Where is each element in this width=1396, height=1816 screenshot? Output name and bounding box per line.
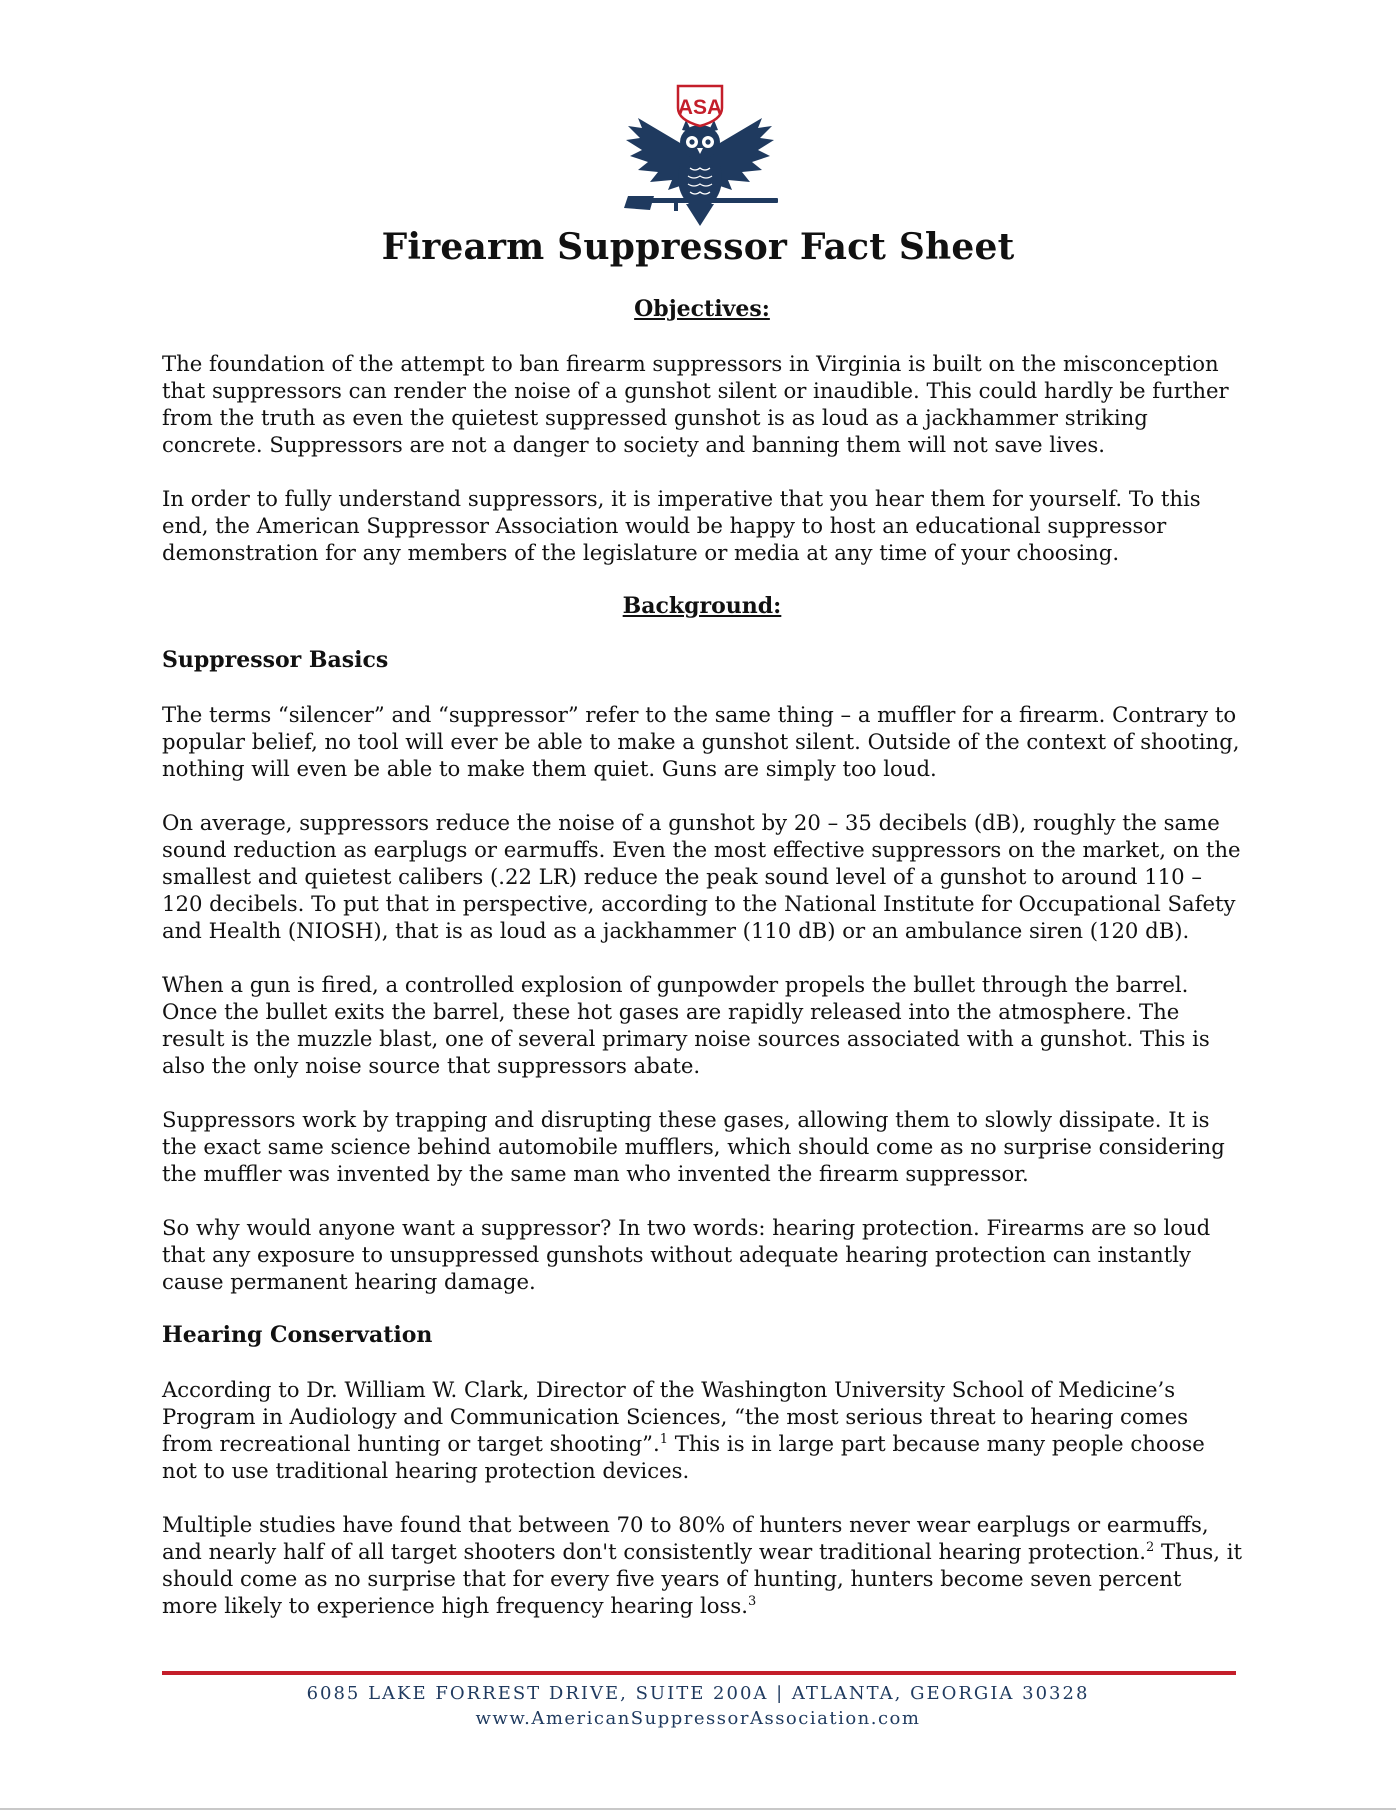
basics-paragraph-1: The terms “silencer” and “suppressor” refer to the same thing – a muffler for a firearm. Contrary to popular belief, no tool will ever be able to make a gunshot silent. Outside of the context of shooting, nothing will even be able to make them quiet. Guns are simply too loud. — [162, 702, 1240, 781]
footnote-ref-1: 1 — [659, 1431, 669, 1447]
hearing-p1-text-b: This is in large part because many people choose not to use traditional hearing protection devices. — [162, 1431, 1205, 1483]
logo-text: ASA — [677, 96, 723, 119]
footer-divider — [162, 1671, 1236, 1675]
footer-website-link[interactable]: www.AmericanSuppressorAssociation.com — [475, 1708, 921, 1729]
suppressor-basics-heading: Suppressor Basics — [162, 647, 389, 673]
document-body — [162, 296, 1242, 1646]
hearing-conservation-heading: Hearing Conservation — [162, 1322, 433, 1348]
footer-address: 6085 LAKE FORREST DRIVE, SUITE 200A | ATLANTA, GEORGIA 30328 — [306, 1683, 1090, 1704]
asa-owl-logo — [620, 80, 780, 230]
basics-paragraph-5: So why would anyone want a suppressor? In two words: hearing protection. Firearms are so loud that any exposure to unsuppressed gunshots without adequate hearing protection can instantly cause permanent hearing damage. — [162, 1215, 1211, 1294]
hearing-p2-text-a: Multiple studies have found that between 70 to 80% of hunters never wear earplugs or earmuffs, and nearly half of all target shooters don't consistently wear traditional hearing protection. — [162, 1512, 1209, 1564]
page-bottom-edge — [0, 1808, 1396, 1810]
basics-paragraph-2: On average, suppressors reduce the noise of a gunshot by 20 – 35 decibels (dB), roughly the same sound reduction as earplugs or earmuffs. Even the most effective suppressors on the market, on the smallest and quietest calibers (.22 LR) reduce the peak sound level of a gunshot to around 110 – 120 decibels. To put that in perspective, according to the National Institute for Occupational Safety and Health (NIOSH), that is as loud as a jackhammer (110 dB) or an ambulance siren (120 dB). — [162, 810, 1241, 943]
footnote-ref-2: 2 — [1145, 1539, 1155, 1555]
owl-emblem-icon — [620, 80, 780, 230]
objectives-heading: Objectives: — [634, 296, 770, 322]
hearing-p2-text-b: Thus, it should come as no surprise that for every five years of hunting, hunters become seven percent more likely to experience high frequency hearing loss. — [162, 1539, 1243, 1618]
page-title: Firearm Suppressor Fact Sheet — [381, 226, 1015, 268]
basics-paragraph-4: Suppressors work by trapping and disrupting these gases, allowing them to slowly dissipate. It is the exact same science behind automobile mufflers, which should come as no surprise considering the muffler was invented by the same man who invented the firearm suppressor. — [162, 1107, 1225, 1186]
basics-paragraph-3: When a gun is fired, a controlled explosion of gunpowder propels the bullet through the barrel. Once the bullet exits the barrel, these hot gases are rapidly released into the atmosphere. The result is the muzzle blast, one of several primary noise sources associated with a gunshot. This is also the only noise source that suppressors abate. — [162, 972, 1210, 1078]
objectives-paragraph-2: In order to fully understand suppressors, it is imperative that you hear them for yourself. To this end, the American Suppressor Association would be happy to host an educational suppressor demonstration for any members of the legislature or media at any time of your choosing. — [162, 486, 1201, 565]
hearing-paragraph-1 — [162, 1376, 1242, 1484]
hearing-paragraph-2 — [162, 1511, 1242, 1619]
background-heading: Background: — [622, 593, 782, 619]
hearing-p1-text-a: According to Dr. William W. Clark, Director of the Washington University School of Medicine’s Program in Audiology and Communication Sciences, “the most serious threat to hearing comes from recreational hunting or target shooting”. — [162, 1377, 1189, 1456]
footnote-ref-3: 3 — [748, 1593, 757, 1609]
objectives-paragraph-1: The foundation of the attempt to ban firearm suppressors in Virginia is built on the misconception that suppressors can render the noise of a gunshot silent or inaudible. This could hardly be further from the truth as even the quietest suppressed gunshot is as loud as a jackhammer striking concrete. Suppressors are not a danger to society and banning them will not save lives. — [162, 351, 1229, 457]
